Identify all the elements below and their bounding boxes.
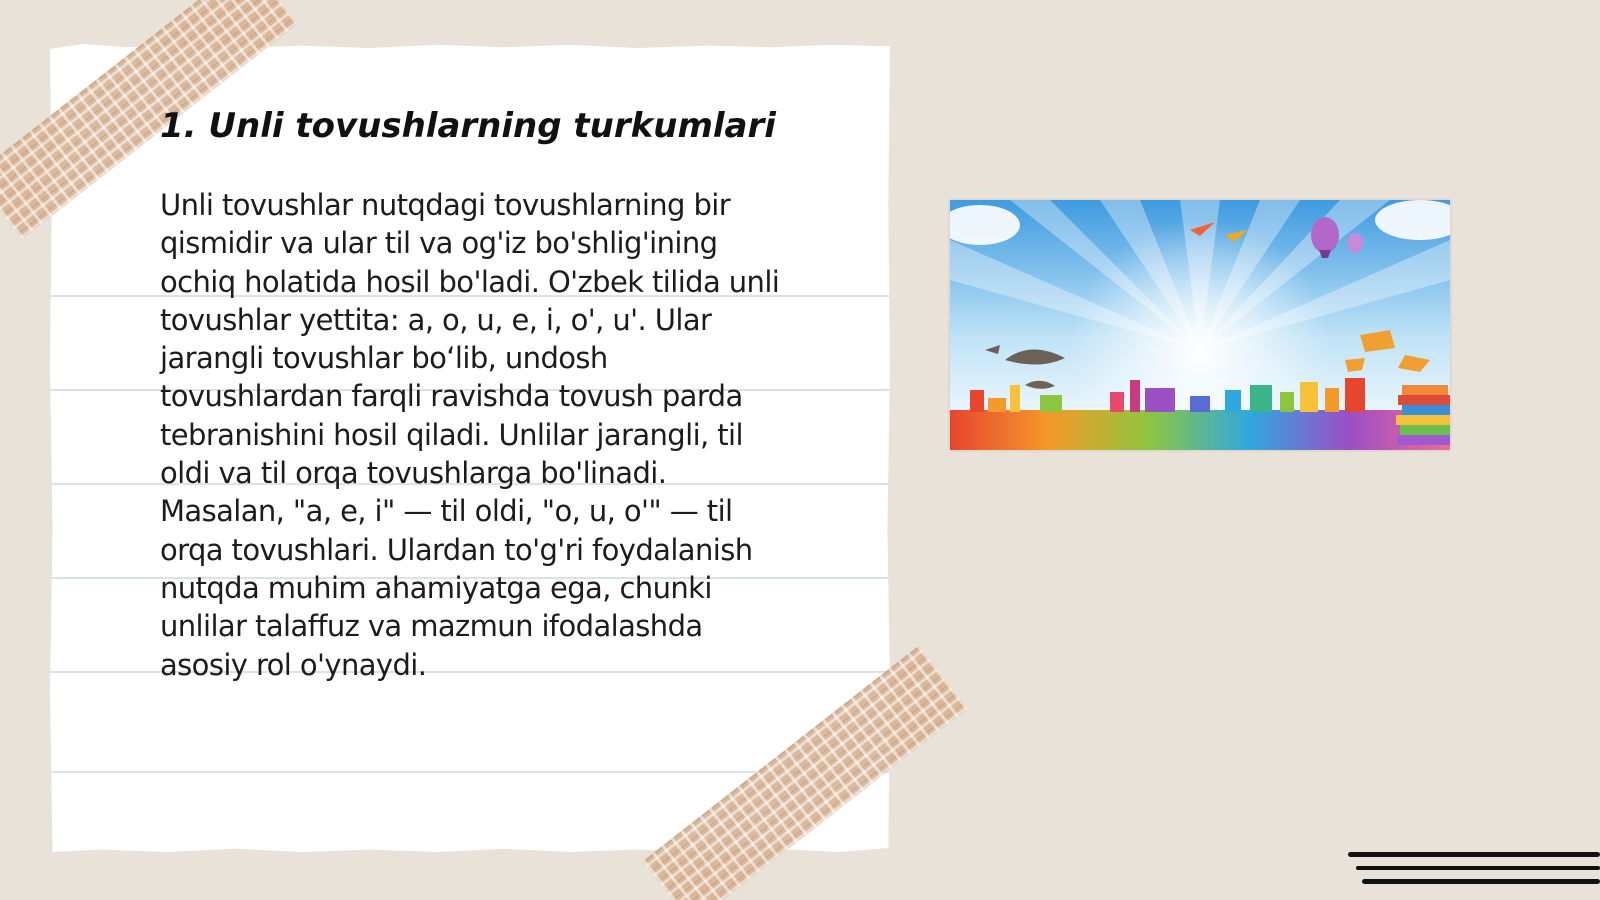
decorative-marker-strokes [1348, 848, 1600, 888]
graduation-illustration-svg [950, 200, 1450, 450]
marker-stroke [1356, 866, 1600, 870]
slide-title: 1. Unli tovushlarning turkumlari [160, 106, 776, 146]
marker-stroke [1362, 879, 1600, 884]
marker-stroke [1348, 852, 1600, 857]
slide-body-text: Unli tovushlar nutqdagi tovushlarning bir qismidir va ular til va og'iz bo'shlig'ining ochiq holatida hosil bo'ladi. O'zbek tilida unli tovushlar yettita: a, o, u, e, i, o', u'. Ular jarangli tovushlar bo‘lib, undosh tovushlardan farqli ravishda tovush parda tebranishini hosil qiladi. Unlilar jarangli, til oldi va til orqa tovushlarga bo'linadi. Masalan, "a, e, i" — til oldi, "o, u, o'" — til orqa tovushlari. Ulardan to'g'ri foydalanish nutqda muhim ahamiyatga ega, chunki unlilar talaffuz va mazmun ifodalashda asosiy rol o'ynaydi. [160, 188, 780, 682]
book-stack-icon [1396, 385, 1450, 445]
graduation-illustration [950, 200, 1450, 450]
